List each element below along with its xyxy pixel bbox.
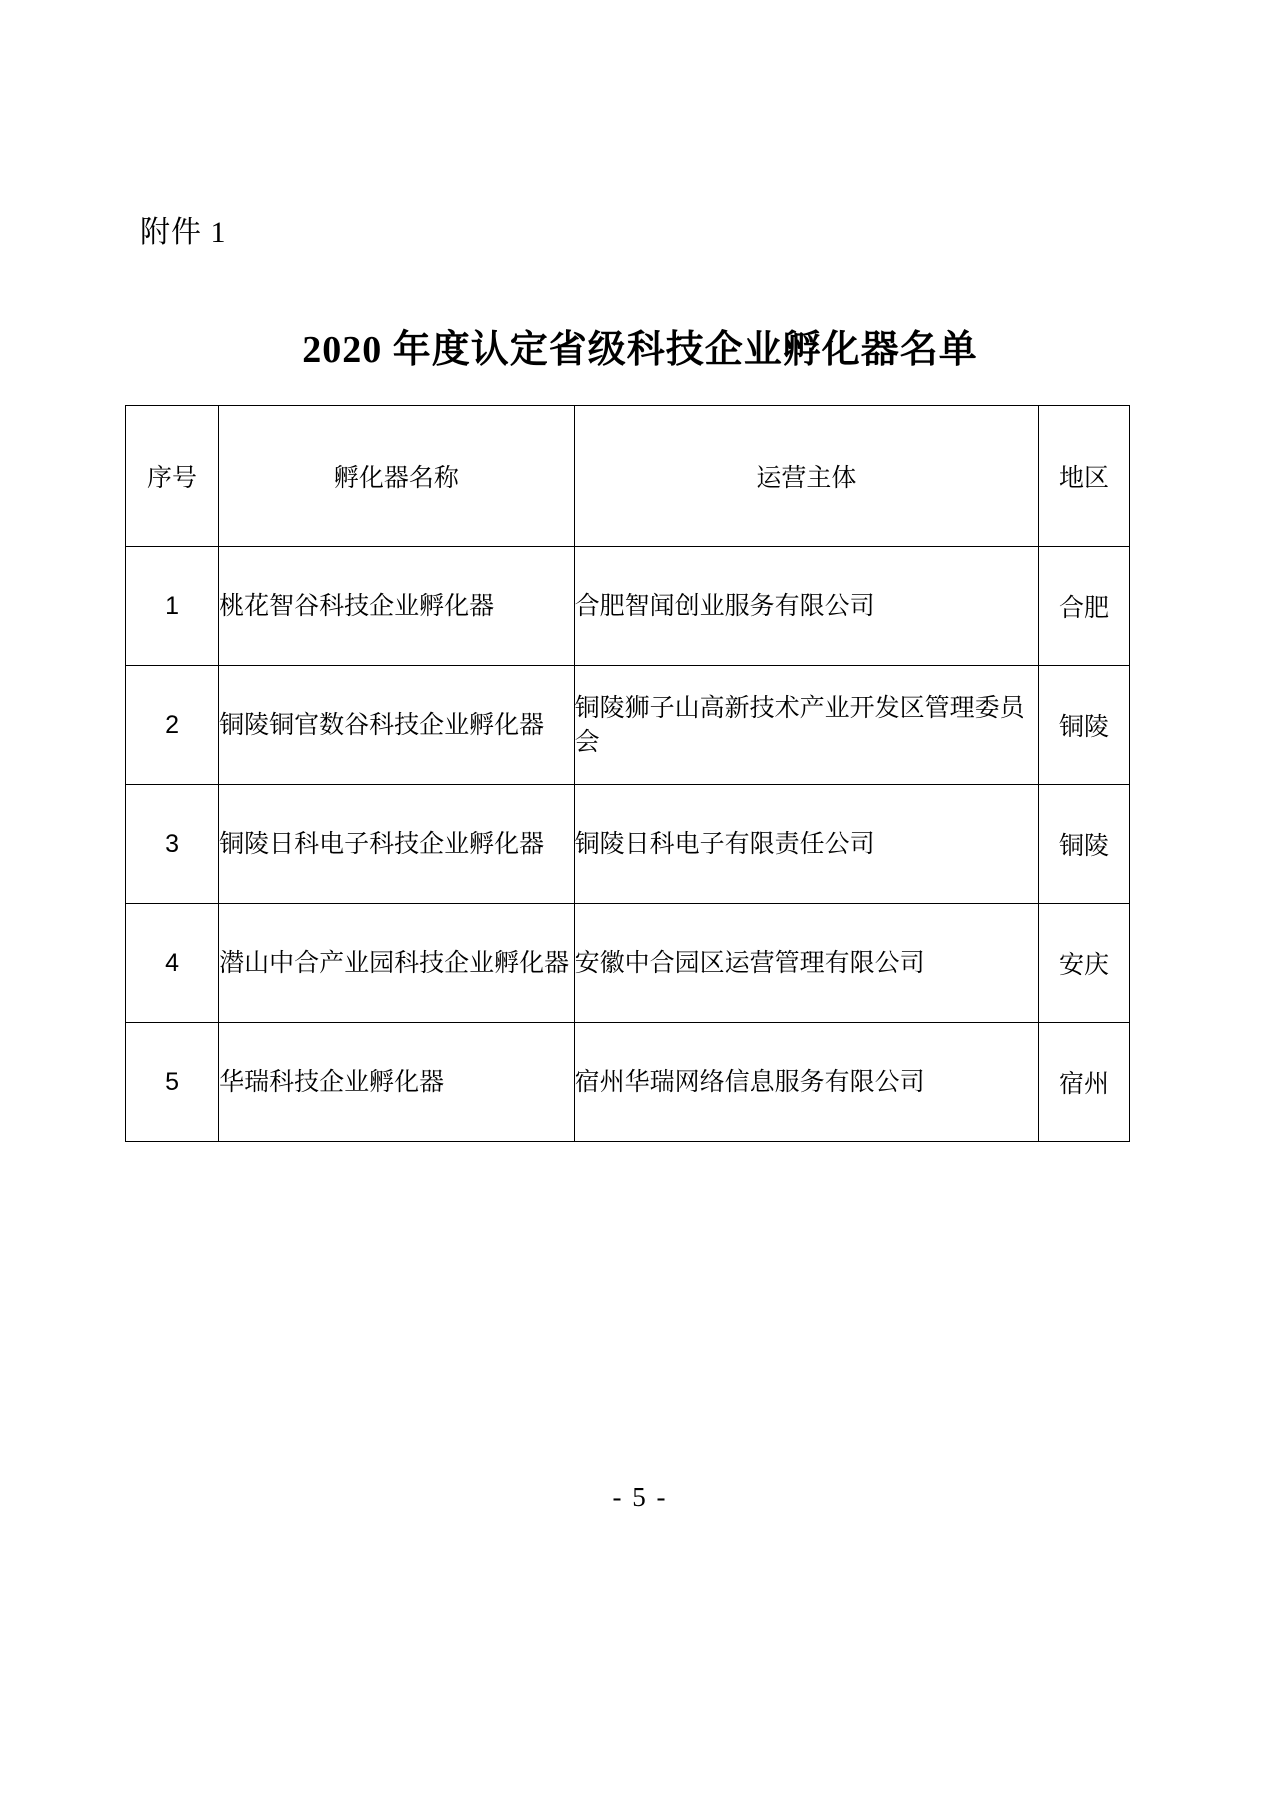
table-row [126,1023,1130,1142]
row-index: 1 [126,547,219,666]
table-row [126,547,1130,666]
row-index: 5 [126,1023,219,1142]
row-region: 铜陵 [1039,666,1130,785]
row-operating-entity: 铜陵狮子山高新技术产业开发区管理委员会 [574,666,1039,785]
row-operating-entity: 宿州华瑞网络信息服务有限公司 [574,1023,1039,1142]
row-region: 安庆 [1039,904,1130,1023]
page-title: 2020 年度认定省级科技企业孵化器名单 [302,329,978,371]
row-region: 合肥 [1039,547,1130,666]
row-operating-entity: 铜陵日科电子有限责任公司 [574,785,1039,904]
row-incubator-name: 华瑞科技企业孵化器 [219,1023,574,1142]
table-row [126,785,1130,904]
row-incubator-name: 铜陵日科电子科技企业孵化器 [219,785,574,904]
row-operating-entity: 安徽中合园区运营管理有限公司 [574,904,1039,1023]
incubator-list-table-wrapper [125,405,1130,1142]
row-incubator-name: 桃花智谷科技企业孵化器 [219,547,574,666]
row-index: 3 [126,785,219,904]
table-header-index: 序号 [126,406,219,547]
page-number: - 5 - [612,1482,668,1512]
row-incubator-name: 铜陵铜官数谷科技企业孵化器 [219,666,574,785]
row-incubator-name: 潜山中合产业园科技企业孵化器 [219,904,574,1023]
row-index: 2 [126,666,219,785]
table-header-region: 地区 [1039,406,1130,547]
table-row [126,904,1130,1023]
table-header-row [126,406,1130,547]
attachment-label: 附件 1 [140,216,227,249]
row-region: 宿州 [1039,1023,1130,1142]
row-operating-entity: 合肥智闻创业服务有限公司 [574,547,1039,666]
table-header-entity: 运营主体 [574,406,1039,547]
row-index: 4 [126,904,219,1023]
incubator-list-table [125,405,1130,1142]
table-row [126,666,1130,785]
row-region: 铜陵 [1039,785,1130,904]
table-header-name: 孵化器名称 [219,406,574,547]
